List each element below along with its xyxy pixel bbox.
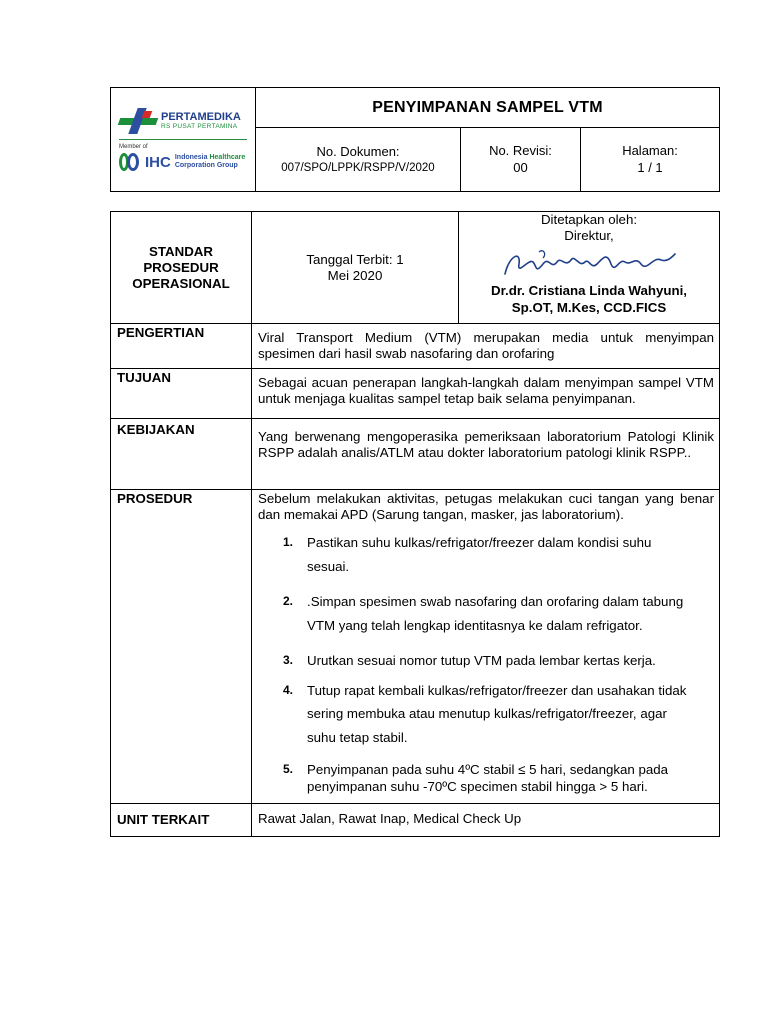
- tujuan-label: TUJUAN: [111, 369, 252, 419]
- tujuan-text: Sebagai acuan penerapan langkah-langkah dalam menyimpan sampel VTM untuk menjaga kualitas sampel tetap baik selama penyimpanan.: [252, 369, 720, 419]
- page-cell: [581, 128, 720, 192]
- procedure-step: 3. Urutkan sesuai nomor tutup VTM pada lembar kertas kerja.: [283, 653, 656, 668]
- ihc-logo: [119, 151, 247, 173]
- sop-table: [110, 211, 720, 837]
- doc-number-cell: [256, 128, 461, 192]
- ihc-acronym: IHC: [145, 153, 171, 171]
- kebijakan-text: Yang berwenang mengoperasika pemeriksaan laboratorium Patologi Klinik RSPP adalah analis/ATLM atau dokter laboratorium patologi klinik RSPP..: [252, 419, 720, 490]
- ihc-line1-a: Indonesia: [174, 154, 208, 161]
- sop-title-line2: PROSEDUR: [143, 259, 219, 275]
- member-of-label: Member of: [119, 144, 148, 150]
- procedure-step: 5. Penyimpanan pada suhu 4ºC stabil ≤ 5 hari, sedangkan pada penyimpanan suhu -70ºC specimen stabil hingga > 5 hari.: [283, 762, 669, 794]
- doc-number-value: 007/SPO/LPPK/RSPP/V/2020: [281, 161, 435, 174]
- unit-terkait-label: UNIT TERKAIT: [111, 804, 252, 837]
- revision-label: No. Revisi:: [489, 143, 552, 158]
- pengertian-label: PENGERTIAN: [111, 324, 252, 369]
- issue-date-cell: [252, 212, 459, 324]
- approver-role: Direktur,: [564, 228, 614, 243]
- sop-title-cell: [111, 212, 252, 324]
- procedure-step: 2. .Simpan spesimen swab nasofaring dan orofaring dalam tabung VTM yang telah lengkap identitasnya ke dalam refrigator.: [283, 594, 684, 633]
- procedure-step: 1. Pastikan suhu kulkas/refrigator/freezer dalam kondisi suhu sesuai.: [283, 535, 652, 574]
- issue-date-line2: Mei 2020: [327, 267, 383, 283]
- pertamedika-logo: [119, 106, 247, 140]
- approved-by-label: Ditetapkan oleh:: [540, 212, 638, 227]
- company-sub: RS PUSAT PERTAMINA: [161, 123, 238, 130]
- prosedur-label: PROSEDUR: [111, 490, 252, 804]
- sop-title-line3: OPERASIONAL: [132, 275, 230, 291]
- procedure-step: 4. Tutup rapat kembali kulkas/refrigator/freezer dan usahakan tidak sering membuka atau menutup kulkas/refrigator/freezer, agar suhu tetap stabil.: [283, 682, 687, 745]
- document-header: [110, 87, 720, 192]
- approval-cell: [459, 212, 720, 324]
- page-label: Halaman:: [622, 143, 678, 158]
- ihc-line2: Corporation Group: [174, 162, 238, 169]
- signature-image: [499, 244, 679, 282]
- procedure-steps: [258, 531, 714, 795]
- approver-name-line1: Dr.dr. Cristiana Linda Wahyuni,: [490, 283, 688, 298]
- doc-number-label: No. Dokumen:: [316, 143, 400, 159]
- prosedur-content: [252, 490, 720, 804]
- unit-terkait-text: Rawat Jalan, Rawat Inap, Medical Check Up: [252, 804, 720, 837]
- prosedur-intro: Sebelum melakukan aktivitas, petugas melakukan cuci tangan yang benar dan memakai APD (Sarung tangan, masker, jas laboratorium).: [258, 491, 714, 522]
- pertamedika-cross-icon: [119, 108, 157, 134]
- logo-block: [111, 88, 256, 192]
- page-value: 1 / 1: [637, 160, 663, 175]
- sop-title-line1: STANDAR: [148, 243, 214, 259]
- kebijakan-label: KEBIJAKAN: [111, 419, 252, 490]
- company-name: PERTAMEDIKA: [161, 111, 241, 123]
- revision-cell: [461, 128, 581, 192]
- pengertian-text: Viral Transport Medium (VTM) merupakan media untuk menyimpan spesimen dari hasil swab nasofaring dan orofaring: [252, 324, 720, 369]
- ihc-icon: [119, 151, 141, 173]
- issue-date-line1: Tanggal Terbit: 1: [306, 251, 404, 267]
- document-title: PENYIMPANAN SAMPEL VTM: [256, 88, 720, 128]
- revision-value: 00: [513, 160, 528, 175]
- approver-name-line2: Sp.OT, M.Kes, CCD.FICS: [511, 300, 667, 315]
- ihc-line1-b: Healthcare: [209, 154, 246, 161]
